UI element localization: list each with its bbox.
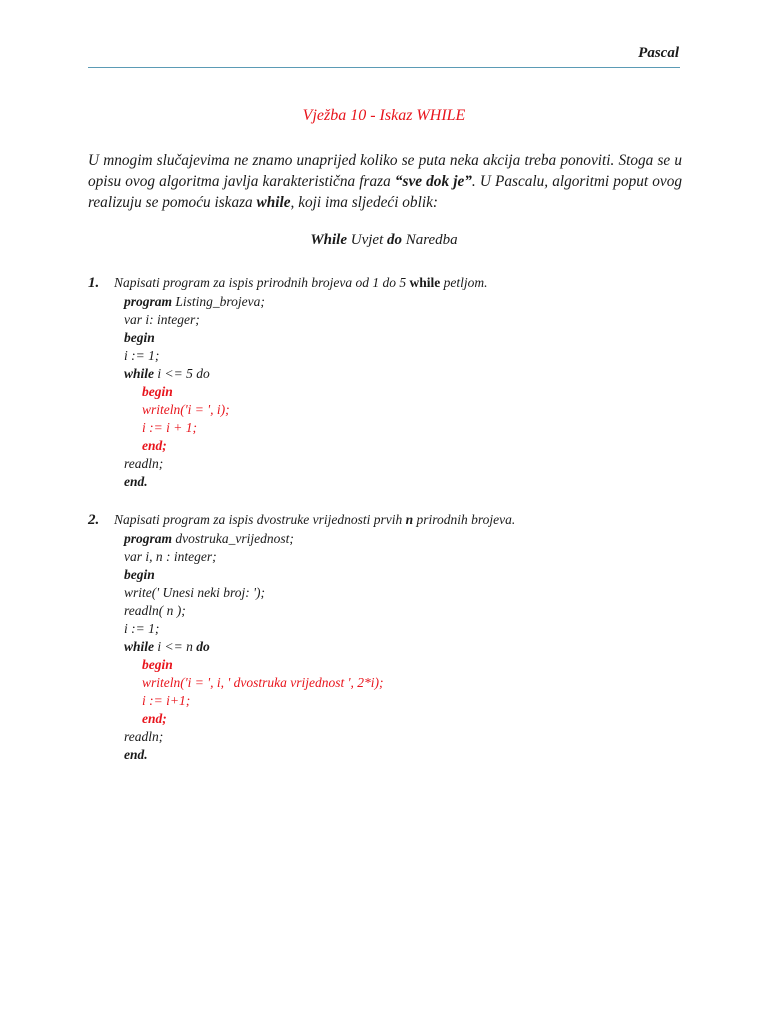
code-line: i := i+1; (142, 693, 191, 708)
task-2-heading (88, 512, 688, 529)
intro-paragraph (88, 150, 682, 213)
code-line: write(' Unesi neki broj: '); (124, 585, 265, 600)
intro-keyword: while (256, 194, 291, 211)
code-line: var i: integer; (124, 312, 200, 327)
document-title: Vježba 10 - Iskaz WHILE (302, 107, 466, 124)
code-text: dvostruka_vrijednost; (172, 531, 294, 546)
code-keyword: while (124, 639, 155, 654)
intro-text-1: U mnogim slučajevima ne znamo unaprijed koliko se puta neka akcija treba ponoviti. Stoga se u opisu ovog algoritma javlja karakteristična fraza (88, 152, 682, 190)
code-text: Listing_brojeva; (172, 294, 265, 309)
code-line: i := i + 1; (142, 420, 197, 435)
code-line: begin (142, 657, 173, 672)
code-line: i := 1; (124, 621, 160, 636)
code-keyword: do (196, 639, 210, 654)
task-2-text-b: prirodnih brojeva. (413, 512, 516, 527)
code-line: readln; (124, 729, 164, 744)
code-line: readln( n ); (124, 603, 186, 618)
code-line: end. (124, 474, 148, 489)
code-keyword: program (124, 294, 173, 309)
code-text: i <= 5 do (154, 366, 210, 381)
task-1-number: 1. (88, 275, 100, 291)
header-divider (88, 67, 680, 68)
code-line: readln; (124, 456, 164, 471)
code-line: var i, n : integer; (124, 549, 217, 564)
syntax-do: do (386, 232, 402, 248)
code-line (124, 638, 688, 656)
code-line: begin (124, 567, 155, 582)
code-keyword: program (124, 531, 173, 546)
code-line: end. (124, 747, 148, 762)
code-line: end; (142, 438, 167, 453)
task-1-description (114, 275, 488, 291)
syntax-line (0, 232, 768, 249)
task-1-keyword: while (409, 275, 441, 290)
code-line: i := 1; (124, 348, 160, 363)
syntax-condition: Uvjet (347, 232, 387, 248)
syntax-statement: Naredba (401, 232, 458, 248)
intro-text-2: . U Pascalu, algoritmi poput ovog realizuju se pomoću iskaza (88, 173, 683, 211)
task-2-keyword: n (405, 512, 414, 527)
code-text: i <= n (154, 639, 197, 654)
task-1-text-b: petljom. (440, 275, 488, 290)
task-1-code-block (124, 293, 688, 491)
intro-phrase: “sve dok je” (394, 173, 472, 190)
code-line: end; (142, 711, 167, 726)
code-line: writeln('i = ', i); (142, 402, 230, 417)
task-2-text-a: Napisati program za ispis dvostruke vrijednosti prvih (114, 512, 406, 527)
code-line (124, 365, 688, 383)
task-1 (88, 275, 688, 491)
header-title: Pascal (638, 45, 679, 61)
task-2 (88, 512, 688, 764)
task-1-heading (88, 275, 688, 292)
code-line (124, 293, 688, 311)
code-line: begin (124, 330, 155, 345)
code-line (124, 530, 688, 548)
syntax-while: While (310, 232, 347, 248)
code-line: begin (142, 384, 173, 399)
task-1-text-a: Napisati program za ispis prirodnih brojeva od 1 do 5 (114, 275, 410, 290)
task-2-number: 2. (88, 512, 100, 528)
intro-text-3: , koji ima sljedeći oblik: (290, 194, 438, 211)
task-2-description (114, 512, 515, 528)
task-2-code-block (124, 530, 688, 764)
code-keyword: while (124, 366, 155, 381)
code-line: writeln('i = ', i, ' dvostruka vrijednost ', 2*i); (142, 675, 384, 690)
